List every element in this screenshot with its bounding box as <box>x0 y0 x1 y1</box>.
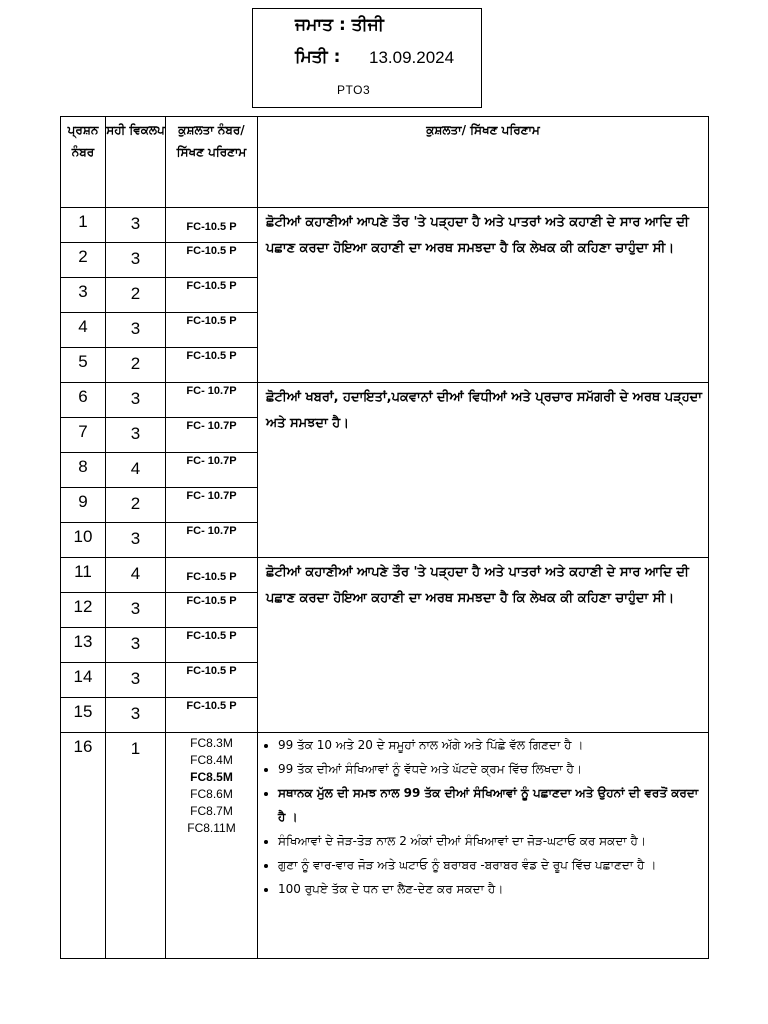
skill-code: FC-10.5 P <box>166 663 258 698</box>
question-number: 15 <box>61 698 106 733</box>
skill-code: FC-10.5 P <box>166 628 258 663</box>
question-number: 5 <box>61 348 106 383</box>
correct-option: 3 <box>106 663 166 698</box>
skill-code: FC-10.5 P <box>166 243 258 278</box>
question-number: 16 <box>61 733 106 959</box>
table-row <box>61 383 709 418</box>
question-number: 11 <box>61 558 106 593</box>
outcome-bullet: • 99 ਤੱਕ 10 ਅਤੇ 20 ਦੇ ਸਮੂਹਾਂ ਨਾਲ ਅੱਗੇ ਅਤੇ ਪਿੱਛੇ ਵੱਲ ਗਿਣਦਾ ਹੈ । <box>278 733 702 757</box>
outcome-bullet: • 100 ਰੁਪਏ ਤੱਕ ਦੇ ਧਨ ਦਾ ਲੈਣ-ਦੇਣ ਕਰ ਸਕਦਾ ਹੈ। <box>278 877 702 901</box>
skill-code: FC-10.5 P <box>166 593 258 628</box>
question-number: 8 <box>61 453 106 488</box>
outcome-bullet: • ਸੰਖਿਆਵਾਂ ਦੇ ਜੋੜ-ਤੋੜ ਨਾਲ 2 ਅੰਕਾਂ ਦੀਆਂ ਸੰਖਿਆਵਾਂ ਦਾ ਜੋੜ-ਘਟਾਓ ਕਰ ਸਕਦਾ ਹੈ। <box>278 829 702 853</box>
correct-option: 3 <box>106 628 166 663</box>
skill-code: FC-10.5 P <box>166 558 258 593</box>
correct-option: 3 <box>106 243 166 278</box>
skill-code: FC8.4M <box>190 753 233 767</box>
question-number: 1 <box>61 208 106 243</box>
class-label: ਜਮਾਤ : ਤੀਜੀ <box>295 15 384 35</box>
table-row <box>61 558 709 593</box>
question-number: 7 <box>61 418 106 453</box>
outcome-bullet-list <box>258 733 708 901</box>
skill-code: FC8.7M <box>190 804 233 818</box>
skill-code: FC- 10.7P <box>166 453 258 488</box>
question-number: 4 <box>61 313 106 348</box>
question-number: 14 <box>61 663 106 698</box>
skill-code: FC- 10.7P <box>166 418 258 453</box>
question-number: 10 <box>61 523 106 558</box>
correct-option: 2 <box>106 278 166 313</box>
question-number: 2 <box>61 243 106 278</box>
question-number: 13 <box>61 628 106 663</box>
outcome-bullet: • 99 ਤੱਕ ਦੀਆਂ ਸੰਖਿਆਵਾਂ ਨੂੰ ਵੱਧਦੇ ਅਤੇ ਘੱਟਦੇ ਕ੍ਰਮ ਵਿੱਚ ਲਿਖਦਾ ਹੈ। <box>278 757 702 781</box>
answer-key-table <box>60 116 709 959</box>
skill-code: FC8.11M <box>187 821 236 835</box>
skill-code: FC- 10.7P <box>166 383 258 418</box>
skill-code: FC- 10.7P <box>166 523 258 558</box>
table-header-row <box>61 117 709 208</box>
skill-description: ਛੋਟੀਆਂ ਖਬਰਾਂ, ਹਦਾਇਤਾਂ,ਪਕਵਾਨਾਂ ਦੀਆਂ ਵਿਧੀਆਂ ਅਤੇ ਪ੍ਰਚਾਰ ਸਮੱਗਰੀ ਦੇ ਅਰਥ ਪੜ੍ਹਦਾ ਅਤੇ ਸਮਝਦਾ ਹੈ। <box>258 383 709 558</box>
table-row <box>61 208 709 243</box>
skill-code-list <box>166 733 257 837</box>
skill-code: FC8.3M <box>190 736 233 750</box>
skill-code: FC-10.5 P <box>166 313 258 348</box>
correct-option: 3 <box>106 313 166 348</box>
correct-option: 4 <box>106 453 166 488</box>
correct-option: 4 <box>106 558 166 593</box>
outcome-bullet: • ਸਥਾਨਕ ਮੁੱਲ ਦੀ ਸਮਝ ਨਾਲ 99 ਤੱਕ ਦੀਆਂ ਸੰਖਿਆਵਾਂ ਨੂੰ ਪਛਾਣਦਾ ਅਤੇ ਉਹਨਾਂ ਦੀ ਵਰਤੋਂ ਕਰਦਾ ਹੈ । <box>278 781 702 829</box>
header-question-number: ਪ੍ਰਸ਼ਨ ਨੰਬਰ <box>61 117 106 208</box>
date-value: 13.09.2024 <box>369 48 455 67</box>
skill-description <box>258 733 709 959</box>
skill-code: FC8.5M <box>190 770 233 784</box>
correct-option: 2 <box>106 488 166 523</box>
skill-code: FC8.6M <box>190 787 233 801</box>
correct-option: 1 <box>106 733 166 959</box>
correct-option: 2 <box>106 348 166 383</box>
skill-code: FC-10.5 P <box>166 208 258 243</box>
correct-option: 3 <box>106 593 166 628</box>
question-number: 6 <box>61 383 106 418</box>
correct-option: 3 <box>106 698 166 733</box>
date-label: ਮਿਤੀ : <box>295 47 341 67</box>
skill-description: ਛੋਟੀਆਂ ਕਹਾਣੀਆਂ ਆਪਣੇ ਤੌਰ 'ਤੇ ਪੜ੍ਹਦਾ ਹੈ ਅਤੇ ਪਾਤਰਾਂ ਅਤੇ ਕਹਾਣੀ ਦੇ ਸਾਰ ਆਦਿ ਦੀ ਪਛਾਣ ਕਰਦਾ ਹੋਇਆ ਕਹਾਣੀ ਦਾ ਅਰਥ ਸਮਝਦਾ ਹੈ ਕਿ ਲੇਖਕ ਕੀ ਕਹਿਣਾ ਚਾਹੁੰਦਾ ਸੀ। <box>258 208 709 383</box>
skill-code: FC-10.5 P <box>166 348 258 383</box>
skill-code: FC- 10.7P <box>166 488 258 523</box>
table-row <box>61 733 709 959</box>
correct-option: 3 <box>106 523 166 558</box>
question-number: 9 <box>61 488 106 523</box>
skill-codes-cell <box>166 733 258 959</box>
header-box <box>252 8 482 108</box>
header-skill-description: ਕੁਸ਼ਲਤਾ/ ਸਿੱਖਣ ਪਰਿਣਾਮ <box>258 117 709 208</box>
header-skill-number: ਕੁਸ਼ਲਤਾ ਨੰਬਰ/ ਸਿੱਖਣ ਪਰਿਣਾਮ <box>166 117 258 208</box>
skill-code: FC-10.5 P <box>166 698 258 733</box>
test-code: PTO3 <box>337 83 371 97</box>
skill-code: FC-10.5 P <box>166 278 258 313</box>
correct-option: 3 <box>106 383 166 418</box>
question-number: 12 <box>61 593 106 628</box>
skill-description: ਛੋਟੀਆਂ ਕਹਾਣੀਆਂ ਆਪਣੇ ਤੌਰ 'ਤੇ ਪੜ੍ਹਦਾ ਹੈ ਅਤੇ ਪਾਤਰਾਂ ਅਤੇ ਕਹਾਣੀ ਦੇ ਸਾਰ ਆਦਿ ਦੀ ਪਛਾਣ ਕਰਦਾ ਹੋਇਆ ਕਹਾਣੀ ਦਾ ਅਰਥ ਸਮਝਦਾ ਹੈ ਕਿ ਲੇਖਕ ਕੀ ਕਹਿਣਾ ਚਾਹੁੰਦਾ ਸੀ। <box>258 558 709 733</box>
question-number: 3 <box>61 278 106 313</box>
correct-option: 3 <box>106 208 166 243</box>
correct-option: 3 <box>106 418 166 453</box>
header-correct-option: ਸਹੀ ਵਿਕਲਪ <box>106 117 166 208</box>
outcome-bullet: • ਗੁਣਾ ਨੂੰ ਵਾਰ-ਵਾਰ ਜੋੜ ਅਤੇ ਘਟਾਓ ਨੂੰ ਬਰਾਬਰ -ਬਰਾਬਰ ਵੰਡ ਦੇ ਰੂਪ ਵਿੱਚ ਪਛਾਣਦਾ ਹੈ । <box>278 853 702 877</box>
